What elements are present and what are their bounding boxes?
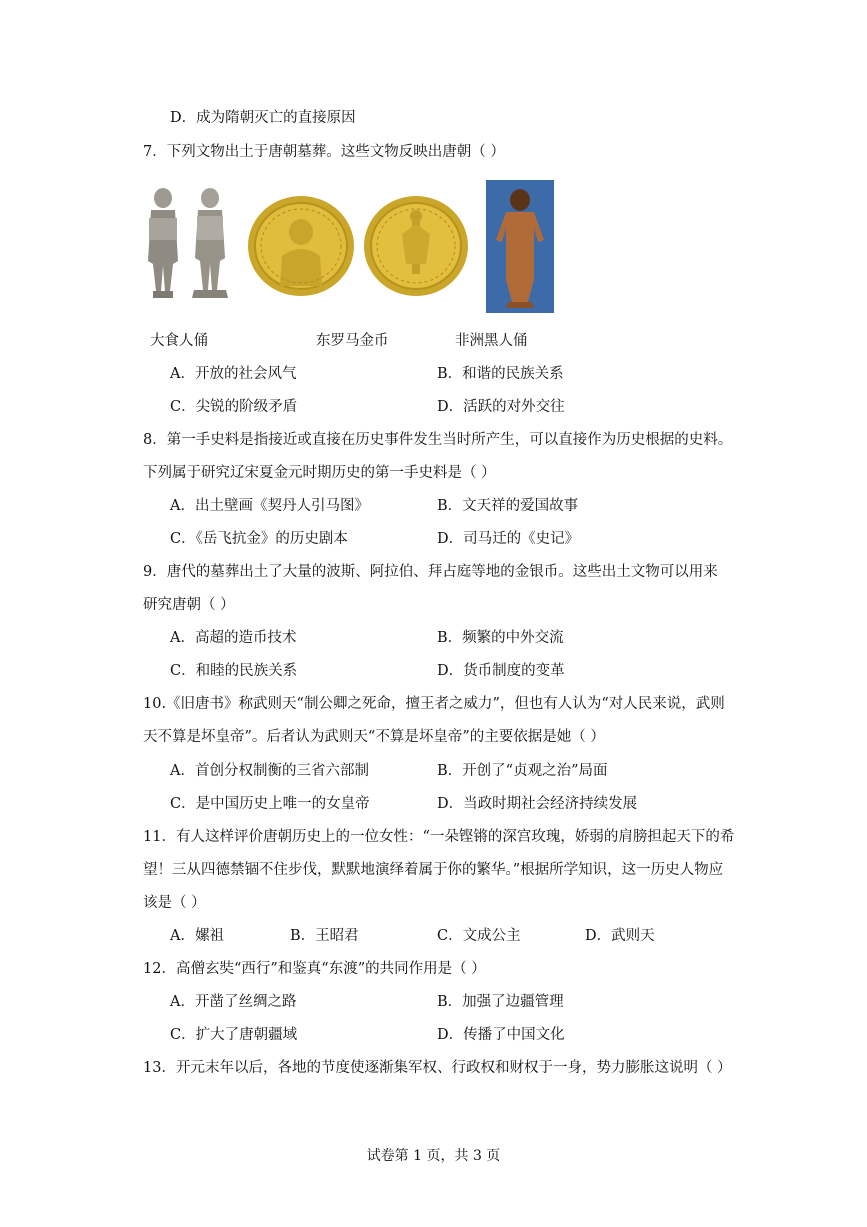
q8-option-b: B．文天祥的爱国故事 [437, 498, 579, 514]
byzantine-gold-coin-image [246, 194, 356, 298]
q7-option-d: D．活跃的对外交往 [437, 399, 565, 415]
african-figurine-image [486, 180, 554, 313]
q8-stem-line2: 下列属于研究辽宋夏金元时期历史的第一手史料是（ ） [143, 465, 496, 481]
byzantine-gold-coin-reverse-image [362, 194, 470, 298]
q11-stem-line3: 该是（ ） [143, 895, 206, 911]
q12-option-b: B．加强了边疆管理 [437, 994, 564, 1010]
arab-figurine-image-2 [190, 186, 230, 301]
q9-option-a: A．高超的造币技术 [170, 630, 297, 646]
q11-stem-line2: 望！三从四德禁锢不住步伐，默默地演绎着属于你的繁华。”根据所学知识，这一历史人物应 [143, 862, 724, 878]
q9-stem-line2: 研究唐朝（ ） [143, 597, 235, 613]
q11-option-c: C．文成公主 [437, 928, 521, 944]
q10-option-c: C．是中国历史上唯一的女皇帝 [170, 796, 370, 812]
q7-caption-african-figurine: 非洲黑人俑 [455, 333, 528, 349]
q13-stem: 13．开元末年以后，各地的节度使逐渐集军权、行政权和财权于一身，势力膨胀这说明（ ） [143, 1060, 732, 1076]
q12-option-d: D．传播了中国文化 [437, 1027, 565, 1043]
q10-option-d: D．当政时期社会经济持续发展 [437, 796, 638, 812]
q8-option-d: D．司马迁的《史记》 [437, 531, 580, 547]
q12-stem: 12．高僧玄奘“西行”和鉴真“东渡”的共同作用是（ ） [143, 961, 486, 977]
q10-stem-line1: 10.《旧唐书》称武则天“制公卿之死命，擅王者之威力”，但也有人认为“对人民来说，武则 [143, 696, 725, 712]
q7-option-a: A．开放的社会风气 [170, 366, 297, 382]
q11-option-a: A．嫘祖 [170, 928, 224, 944]
q6-option-d: D．成为隋朝灭亡的直接原因 [170, 110, 356, 126]
q8-option-c: C．《岳飞抗金》的历史剧本 [170, 531, 348, 547]
q11-option-d: D．武则天 [585, 928, 655, 944]
q7-option-c: C．尖锐的阶级矛盾 [170, 399, 298, 415]
q7-figures [143, 180, 563, 315]
q12-option-c: C．扩大了唐朝疆域 [170, 1027, 298, 1043]
q8-option-a: A．出土壁画《契丹人引马图》 [170, 498, 369, 514]
q9-option-b: B．频繁的中外交流 [437, 630, 564, 646]
q9-stem-line1: 9．唐代的墓葬出土了大量的波斯、阿拉伯、拜占庭等地的金银币。这些出土文物可以用来 [143, 564, 718, 580]
q9-option-d: D．货币制度的变革 [437, 663, 565, 679]
page-footer: 试卷第 1 页，共 3 页 [366, 1148, 501, 1164]
arab-figurine-image [143, 186, 183, 301]
q11-stem-line1: 11．有人这样评价唐朝历史上的一位女性：“一朵铿锵的深宫玫瑰，娇弱的肩膀担起天下的希 [143, 829, 735, 845]
q7-stem: 7．下列文物出土于唐朝墓葬。这些文物反映出唐朝（ ） [143, 144, 505, 160]
q10-stem-line2: 天不算是坏皇帝”。后者认为武则天“不算是坏皇帝”的主要依据是她（ ） [143, 729, 605, 745]
q8-stem-line1: 8．第一手史料是指接近或直接在历史事件发生当时所产生，可以直接作为历史根据的史料。 [143, 432, 733, 448]
q7-option-b: B．和谐的民族关系 [437, 366, 564, 382]
q7-caption-arab-figurine: 大食人俑 [150, 333, 208, 349]
q10-option-b: B．开创了“贞观之治”局面 [437, 763, 608, 779]
q11-option-b: B．王昭君 [290, 928, 359, 944]
q12-option-a: A．开凿了丝绸之路 [170, 994, 297, 1010]
q10-option-a: A．首创分权制衡的三省六部制 [170, 763, 369, 779]
q9-option-c: C．和睦的民族关系 [170, 663, 298, 679]
q7-caption-gold-coin: 东罗马金币 [316, 333, 389, 349]
